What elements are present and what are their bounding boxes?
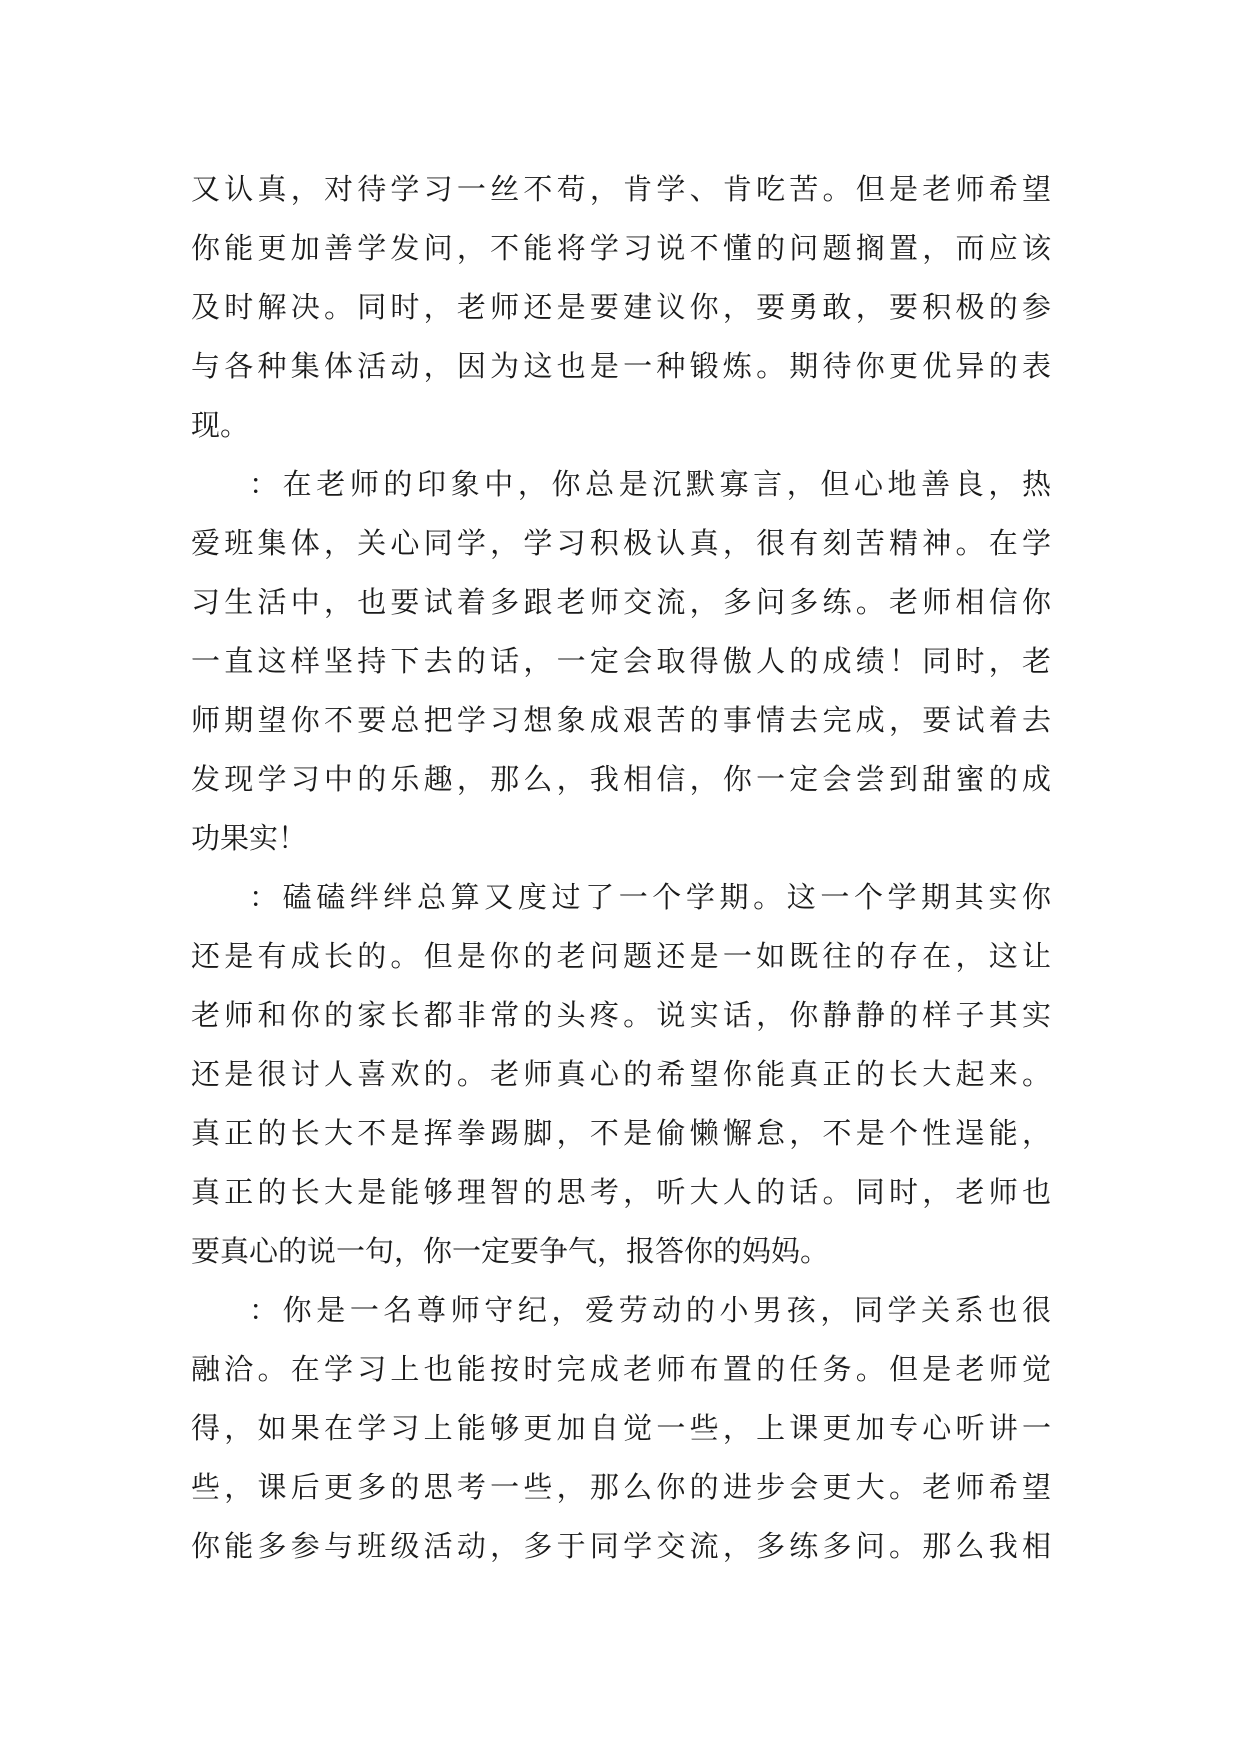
text-line: 老师和你的家长都非常的头疼。说实话，你静静的样子其实: [191, 998, 1051, 1032]
text-line: ：你是一名尊师守纪，爱劳动的小男孩，同学关系也很: [249, 1293, 1051, 1327]
text-line: 及时解决。同时，老师还是要建议你，要勇敢，要积极的参: [191, 290, 1051, 324]
text-line: 要真心的说一句，你一定要争气，报答你的妈妈。: [191, 1234, 830, 1268]
text-line: 还是有成长的。但是你的老问题还是一如既往的存在，这让: [191, 939, 1051, 973]
text-line: 你能更加善学发问，不能将学习说不懂的问题搁置，而应该: [191, 231, 1051, 265]
document-body: [191, 160, 1051, 1576]
text-line: 得，如果在学习上能够更加自觉一些，上课更加专心听讲一: [191, 1411, 1051, 1445]
text-line: 又认真，对待学习一丝不苟，肯学、肯吃苦。但是老师希望: [191, 172, 1051, 206]
paragraph-3: [191, 868, 1051, 1281]
paragraph-2: [191, 455, 1051, 868]
text-line: 一直这样坚持下去的话，一定会取得傲人的成绩！同时，老: [191, 644, 1051, 678]
text-line: 爱班集体，关心同学，学习积极认真，很有刻苦精神。在学: [191, 526, 1051, 560]
text-line: 还是很讨人喜欢的。老师真心的希望你能真正的长大起来。: [191, 1057, 1051, 1091]
text-line: 功果实！: [191, 821, 308, 855]
paragraph-4: [191, 1281, 1051, 1576]
text-line: ：磕磕绊绊总算又度过了一个学期。这一个学期其实你: [249, 880, 1051, 914]
text-line: 你能多参与班级活动，多于同学交流，多练多问。那么我相: [191, 1529, 1051, 1563]
text-line: 融洽。在学习上也能按时完成老师布置的任务。但是老师觉: [191, 1352, 1051, 1386]
text-line: 真正的长大是能够理智的思考，听大人的话。同时，老师也: [191, 1175, 1051, 1209]
text-line: 些，课后更多的思考一些，那么你的进步会更大。老师希望: [191, 1470, 1051, 1504]
text-line: 师期望你不要总把学习想象成艰苦的事情去完成，要试着去: [191, 703, 1051, 737]
text-line: 与各种集体活动，因为这也是一种锻炼。期待你更优异的表: [191, 349, 1051, 383]
text-line: 现。: [191, 408, 250, 442]
text-line: 发现学习中的乐趣，那么，我相信，你一定会尝到甜蜜的成: [191, 762, 1051, 796]
text-line: 习生活中，也要试着多跟老师交流，多问多练。老师相信你: [191, 585, 1051, 619]
text-line: ：在老师的印象中，你总是沉默寡言，但心地善良，热: [249, 467, 1051, 501]
paragraph-1: [191, 160, 1051, 455]
text-line: 真正的长大不是挥拳踢脚，不是偷懒懈怠，不是个性逞能，: [191, 1116, 1051, 1150]
